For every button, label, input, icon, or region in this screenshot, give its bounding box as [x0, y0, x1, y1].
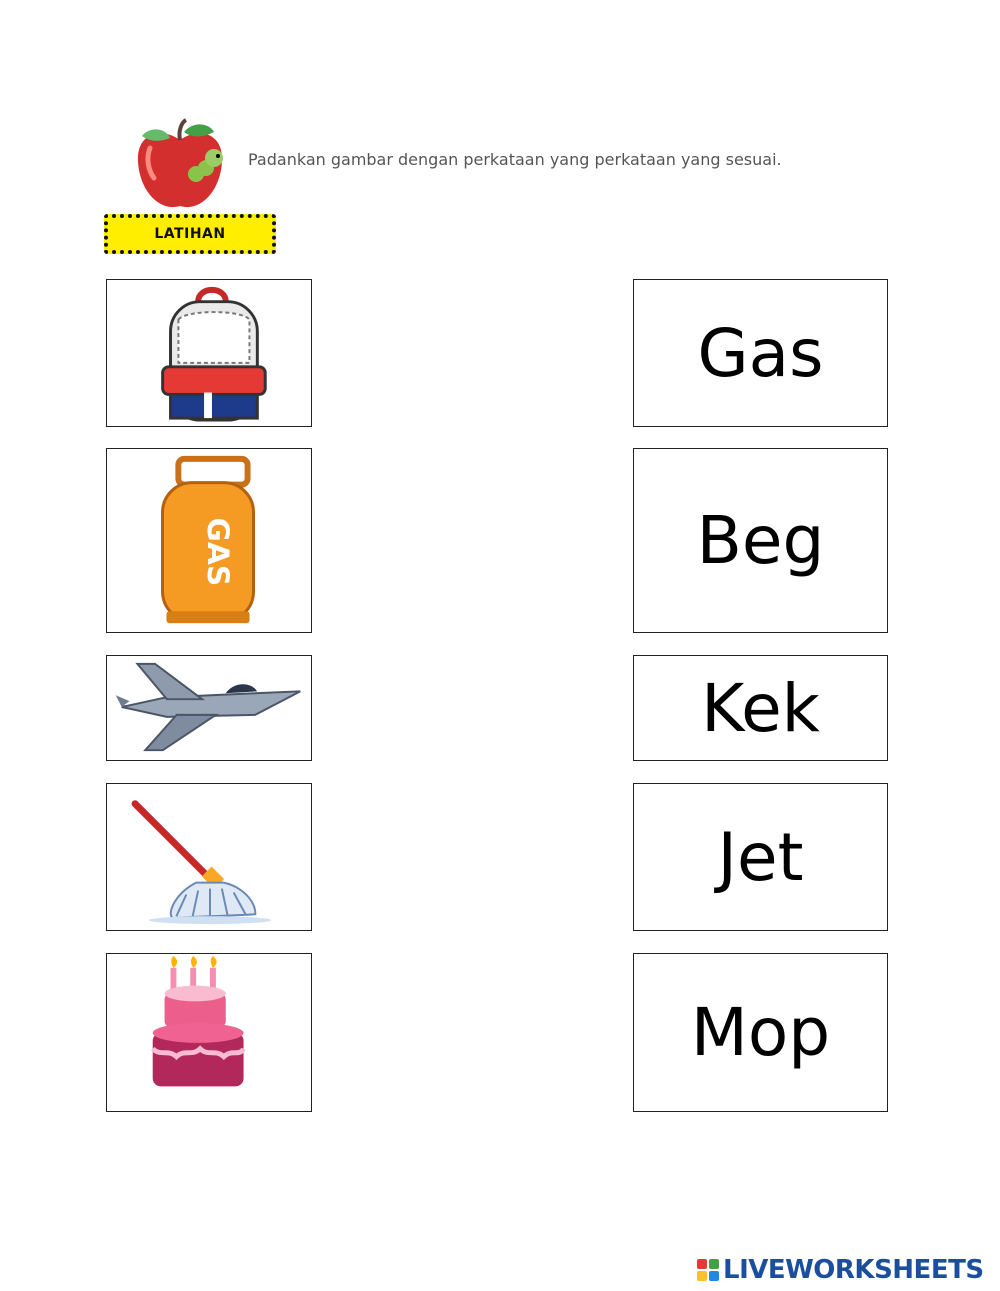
picture-card-mop[interactable] [106, 783, 312, 931]
backpack-icon [107, 280, 311, 426]
mop-icon [107, 784, 311, 930]
picture-card-gas[interactable] [106, 448, 312, 633]
word-card-jet[interactable]: Jet [633, 783, 888, 931]
word-card-beg[interactable]: Beg [633, 448, 888, 633]
birthday-cake-icon [107, 954, 311, 1111]
instruction-text: Padankan gambar dengan perkataan yang perkataan yang sesuai. [248, 150, 782, 169]
picture-card-cake[interactable] [106, 953, 312, 1112]
word-card-mop[interactable]: Mop [633, 953, 888, 1112]
logo-mark-icon [697, 1259, 719, 1281]
latihan-badge: LATIHAN [104, 214, 276, 254]
apple-worm-icon [130, 118, 230, 214]
picture-card-backpack[interactable] [106, 279, 312, 427]
gas-cylinder-icon [107, 449, 311, 632]
word-card-gas[interactable]: Gas [633, 279, 888, 427]
word-card-kek[interactable]: Kek [633, 655, 888, 761]
logo-text: LIVEWORKSHEETS [723, 1255, 984, 1285]
picture-card-jet[interactable] [106, 655, 312, 761]
liveworksheets-logo [697, 1255, 984, 1285]
gas-label: GAS [201, 517, 237, 587]
fighter-jet-icon [107, 656, 311, 760]
